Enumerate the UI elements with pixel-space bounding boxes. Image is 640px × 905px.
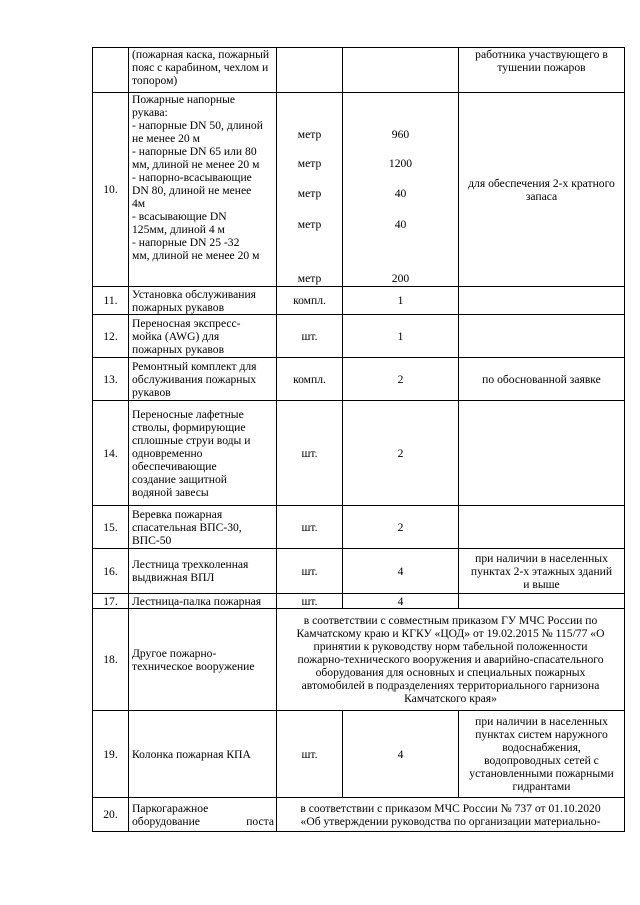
row-number: 20. (93, 798, 129, 832)
unit-cell: шт. (277, 315, 343, 358)
item-name: Колонка пожарная КПА (129, 711, 277, 798)
row-number: 10. (93, 93, 129, 287)
item-name: Переносные лафетные стволы, формирующие сплошные струи воды и одновременно обеспечивающие создание защитной водяной завесы (129, 401, 277, 506)
unit-cell: шт. (277, 549, 343, 594)
table-row (93, 506, 625, 549)
reference-cell: в соответствии с совместным приказом ГУ МЧС России по Камчатскому краю и КГКУ «ЦОД» от 19.02.2015 № 115/77 «О принятии к руководству норм табельной положенности пожарно-технического вооружения и аварийно-спасательного оборудования для основных и специальных пожарных автомобилей в подразделениях территориального гарнизона Камчатского края» (277, 609, 625, 711)
row-number: 12. (93, 315, 129, 358)
item-name: (пожарная каска, пожарный пояс с карабином, чехлом и топором) (129, 48, 277, 93)
unit-cell: шт. (277, 401, 343, 506)
note-cell (459, 287, 625, 315)
note-cell: при наличии в населенных пунктах систем наружного водоснабжения, водопроводных сетей с установленными пожарными гидрантами (459, 711, 625, 798)
table-row (93, 594, 625, 609)
unit-cell: компл. (277, 358, 343, 401)
reference-cell: в соответствии с приказом МЧС России № 737 от 01.10.2020 «Об утверждении руководства по организации материально- (277, 798, 625, 832)
row-number: 18. (93, 609, 129, 711)
item-name: Пожарные напорные рукава: - напорные DN 50, длиной не менее 20 м - напорные DN 65 или 80 мм, длиной не менее 20 м - напорно-всасывающие DN 80, длиной не менее 4м - всасывающие DN 125мм, длиной 4 м - напорные DN 25 -32 мм, длиной не менее 20 м (129, 93, 277, 287)
quantity-cell: 2 (343, 506, 459, 549)
row-number: 14. (93, 401, 129, 506)
unit-cell: шт. (277, 711, 343, 798)
row-number: 19. (93, 711, 129, 798)
note-cell (459, 594, 625, 609)
quantity-cell: 4 (343, 711, 459, 798)
table-row (93, 358, 625, 401)
item-name: Другое пожарно- техническое вооружение (129, 609, 277, 711)
unit-cell: шт. (277, 594, 343, 609)
quantity-cell: 960 1200 40 40 200 (343, 93, 459, 287)
table-row (93, 609, 625, 711)
item-name: Ремонтный комплект для обслуживания пожарных рукавов (129, 358, 277, 401)
table-row (93, 93, 625, 287)
quantity-cell (343, 48, 459, 93)
table-row (93, 401, 625, 506)
table-row (93, 315, 625, 358)
row-number: 13. (93, 358, 129, 401)
note-cell (459, 401, 625, 506)
quantity-cell: 2 (343, 401, 459, 506)
item-name: Веревка пожарная спасательная ВПС-30, ВПС-50 (129, 506, 277, 549)
quantity-cell: 2 (343, 358, 459, 401)
item-name: Переносная экспресс- мойка (AWG) для пожарных рукавов (129, 315, 277, 358)
note-cell (459, 315, 625, 358)
quantity-cell: 4 (343, 594, 459, 609)
row-number (93, 48, 129, 93)
unit-cell: шт. (277, 506, 343, 549)
note-cell (459, 506, 625, 549)
item-name: Установка обслуживания пожарных рукавов (129, 287, 277, 315)
unit-cell (277, 48, 343, 93)
note-cell: по обоснованной заявке (459, 358, 625, 401)
quantity-cell: 1 (343, 287, 459, 315)
quantity-cell: 1 (343, 315, 459, 358)
note-cell: работника участвующего в тушении пожаров (459, 48, 625, 93)
row-number: 16. (93, 549, 129, 594)
row-number: 17. (93, 594, 129, 609)
table-row (93, 549, 625, 594)
note-cell: при наличии в населенных пунктах 2-х этажных зданий и выше (459, 549, 625, 594)
table-row (93, 711, 625, 798)
unit-cell: метр метр метр метр метр (277, 93, 343, 287)
row-number: 11. (93, 287, 129, 315)
item-name: Лестница трехколенная выдвижная ВПЛ (129, 549, 277, 594)
note-cell: для обеспечения 2-х кратного запаса (459, 93, 625, 287)
quantity-cell: 4 (343, 549, 459, 594)
equipment-table (92, 47, 625, 832)
row-number: 15. (93, 506, 129, 549)
unit-cell: компл. (277, 287, 343, 315)
table-row (93, 798, 625, 832)
table-row (93, 287, 625, 315)
item-name: Лестница-палка пожарная (129, 594, 277, 609)
item-name: Паркогаражное оборудование поста (129, 798, 277, 832)
table-row (93, 48, 625, 93)
